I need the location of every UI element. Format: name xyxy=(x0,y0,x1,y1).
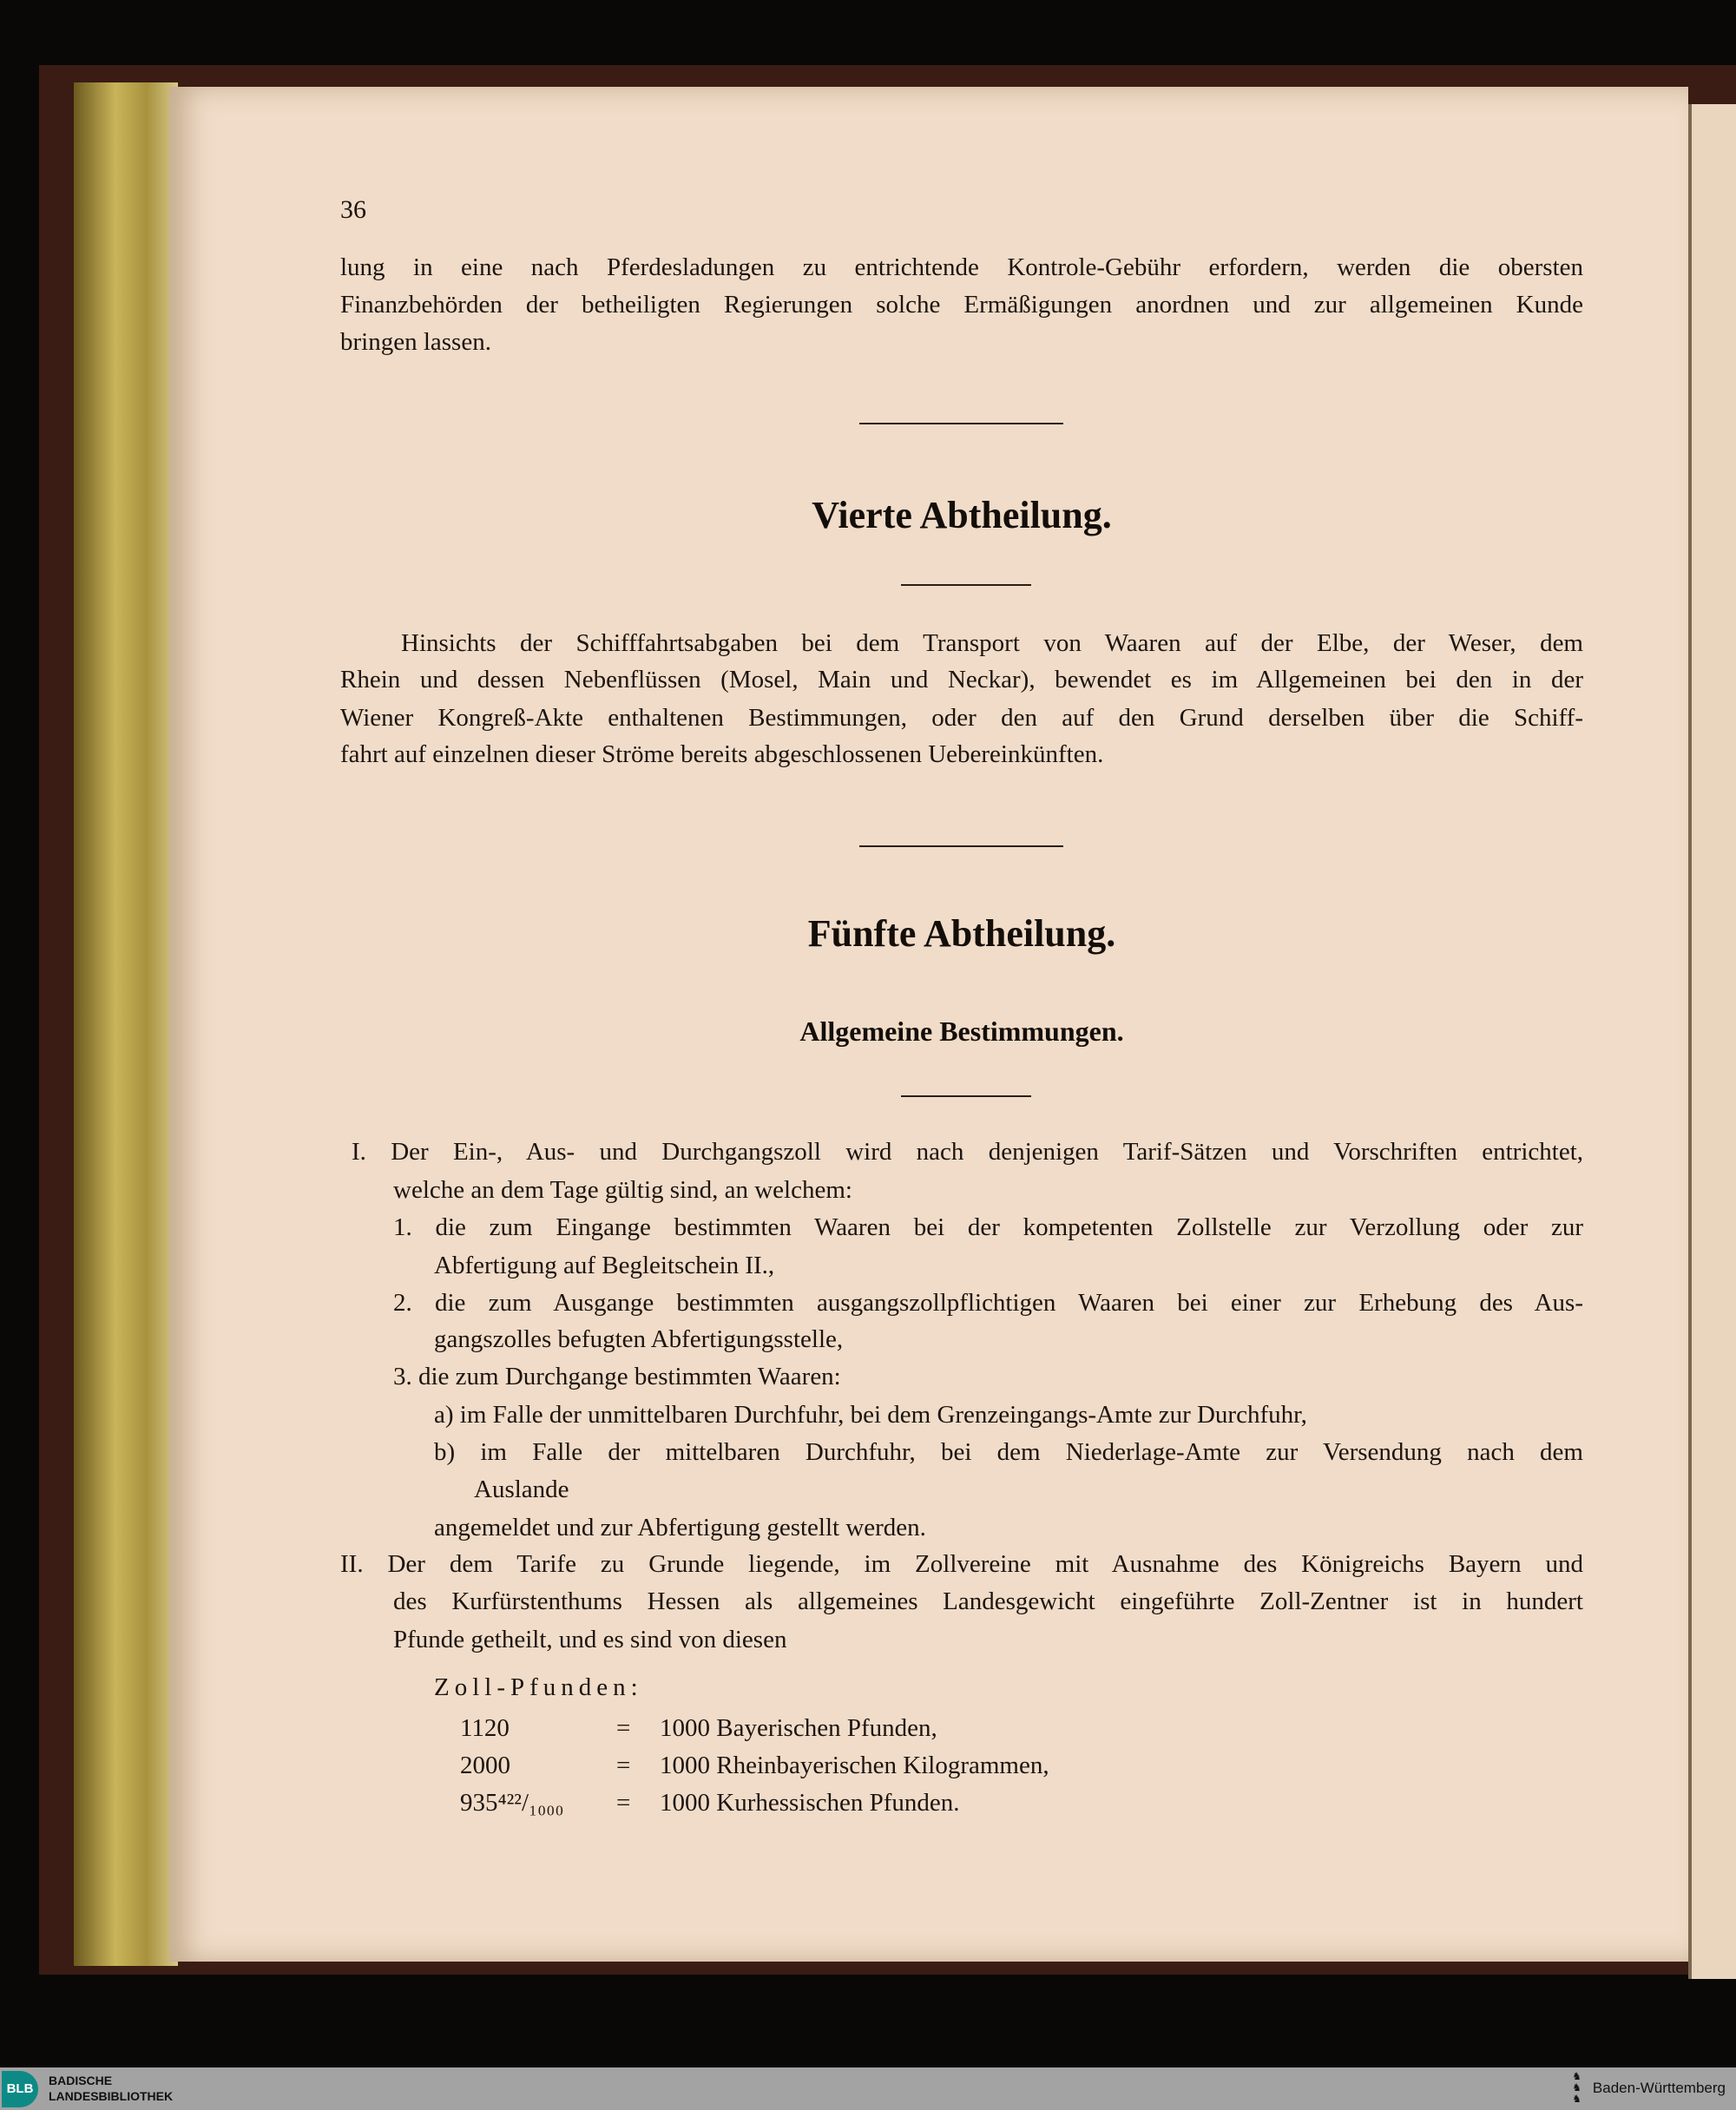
text-line: 2. die zum Ausgange bestimmten ausgangszollpflichtigen Waaren bei einer zur Erhebung des Aus- xyxy=(393,1289,1583,1317)
text-line: Hinsichts der Schifffahrtsabgaben bei dem Transport von Waaren auf der Elbe, der Weser, dem xyxy=(401,629,1583,657)
text-line: Rhein und dessen Nebenflüssen (Mosel, Main und Neckar), bewendet es im Allgemeinen bei den in der xyxy=(340,666,1583,693)
equivalent: 1000 Rheinbayerischen Kilogrammen, xyxy=(660,1752,1049,1779)
text-line: b) im Falle der mittelbaren Durchfuhr, bei dem Niederlage-Amte zur Versendung nach dem xyxy=(434,1438,1583,1466)
text-line: Auslande xyxy=(474,1476,569,1503)
text-line: Pfunde getheilt, und es sind von diesen xyxy=(393,1626,787,1653)
section-subtitle: Allgemeine Bestimmungen. xyxy=(799,1016,1124,1047)
text-line: Wiener Kongreß-Akte enthaltenen Bestimmungen, oder den auf den Grund derselben über die Schiff- xyxy=(340,704,1583,732)
equals: = xyxy=(616,1789,631,1817)
zoll-value: 935⁴²²/₁₀₀₀ xyxy=(460,1789,564,1817)
facing-page xyxy=(1688,104,1736,1979)
text-line: a) im Falle der unmittelbaren Durchfuhr, bei dem Grenzeingangs-Amte zur Durchfuhr, xyxy=(434,1401,1307,1429)
text-line: welche an dem Tage gültig sind, an welchem: xyxy=(393,1176,852,1204)
equals: = xyxy=(616,1752,631,1779)
table-row xyxy=(460,1747,1049,1785)
text-line: gangszolles befugten Abfertigungsstelle, xyxy=(434,1325,844,1353)
blb-logo[interactable]: BLB xyxy=(2,2071,38,2107)
divider xyxy=(859,423,1063,424)
divider xyxy=(859,845,1063,847)
library-name xyxy=(49,2073,173,2104)
text-line: des Kurfürstenthums Hessen als allgemeines Landesgewicht eingeführte Zoll-Zentner ist in hundert xyxy=(393,1587,1583,1615)
conversion-table xyxy=(460,1710,1049,1822)
text-line: fahrt auf einzelnen dieser Ströme bereits abgeschlossenen Uebereinkünften. xyxy=(340,740,1104,768)
library-name-line: BADISCHE xyxy=(49,2074,113,2087)
divider xyxy=(901,584,1031,586)
equivalent: 1000 Kurhessischen Pfunden. xyxy=(660,1789,960,1817)
coat-of-arms-icon: ♞ ♞ ♞ xyxy=(1572,2070,1581,2105)
zoll-value: 2000 xyxy=(460,1752,510,1779)
table-header: Zoll-Pfunden: xyxy=(434,1673,643,1701)
equals: = xyxy=(616,1714,631,1742)
page-edges xyxy=(74,82,178,1966)
zoll-value: 1120 xyxy=(460,1714,510,1742)
library-name-line: LANDESBIBLIOTHEK xyxy=(49,2089,174,2103)
baden-wuerttemberg-logo[interactable]: Baden-Württemberg xyxy=(1592,2080,1726,2096)
section-heading-5: Fünfte Abtheilung. xyxy=(807,912,1116,955)
text-line: Abfertigung auf Begleitschein II., xyxy=(434,1252,775,1279)
text-line: II. Der dem Tarife zu Grunde liegende, im Zollvereine mit Ausnahme des Königreichs Bayern und xyxy=(340,1550,1583,1578)
text-line: I. Der Ein-, Aus- und Durchgangszoll wird nach denjenigen Tarif-Sätzen und Vorschriften entrichtet, xyxy=(352,1138,1583,1166)
equivalent: 1000 Bayerischen Pfunden, xyxy=(660,1714,937,1742)
text-line: bringen lassen. xyxy=(340,328,491,356)
text-line: Finanzbehörden der betheiligten Regierungen solche Ermäßigungen anordnen und zur allgemeinen Kunde xyxy=(340,291,1583,319)
footer-bar xyxy=(0,2067,1736,2110)
divider xyxy=(901,1095,1031,1097)
table-row xyxy=(460,1710,1049,1747)
page-number: 36 xyxy=(340,195,366,224)
text-line: 3. die zum Durchgange bestimmten Waaren: xyxy=(393,1363,841,1390)
table-row xyxy=(460,1785,1049,1822)
section-heading-4: Vierte Abtheilung. xyxy=(812,494,1112,536)
text-line: angemeldet und zur Abfertigung gestellt werden. xyxy=(434,1514,926,1541)
text-line: lung in eine nach Pferdesladungen zu entrichtende Kontrole-Gebühr erfordern, werden die obersten xyxy=(340,253,1583,281)
text-line: 1. die zum Eingange bestimmten Waaren bei der kompetenten Zollstelle zur Verzollung oder zur xyxy=(393,1213,1583,1241)
